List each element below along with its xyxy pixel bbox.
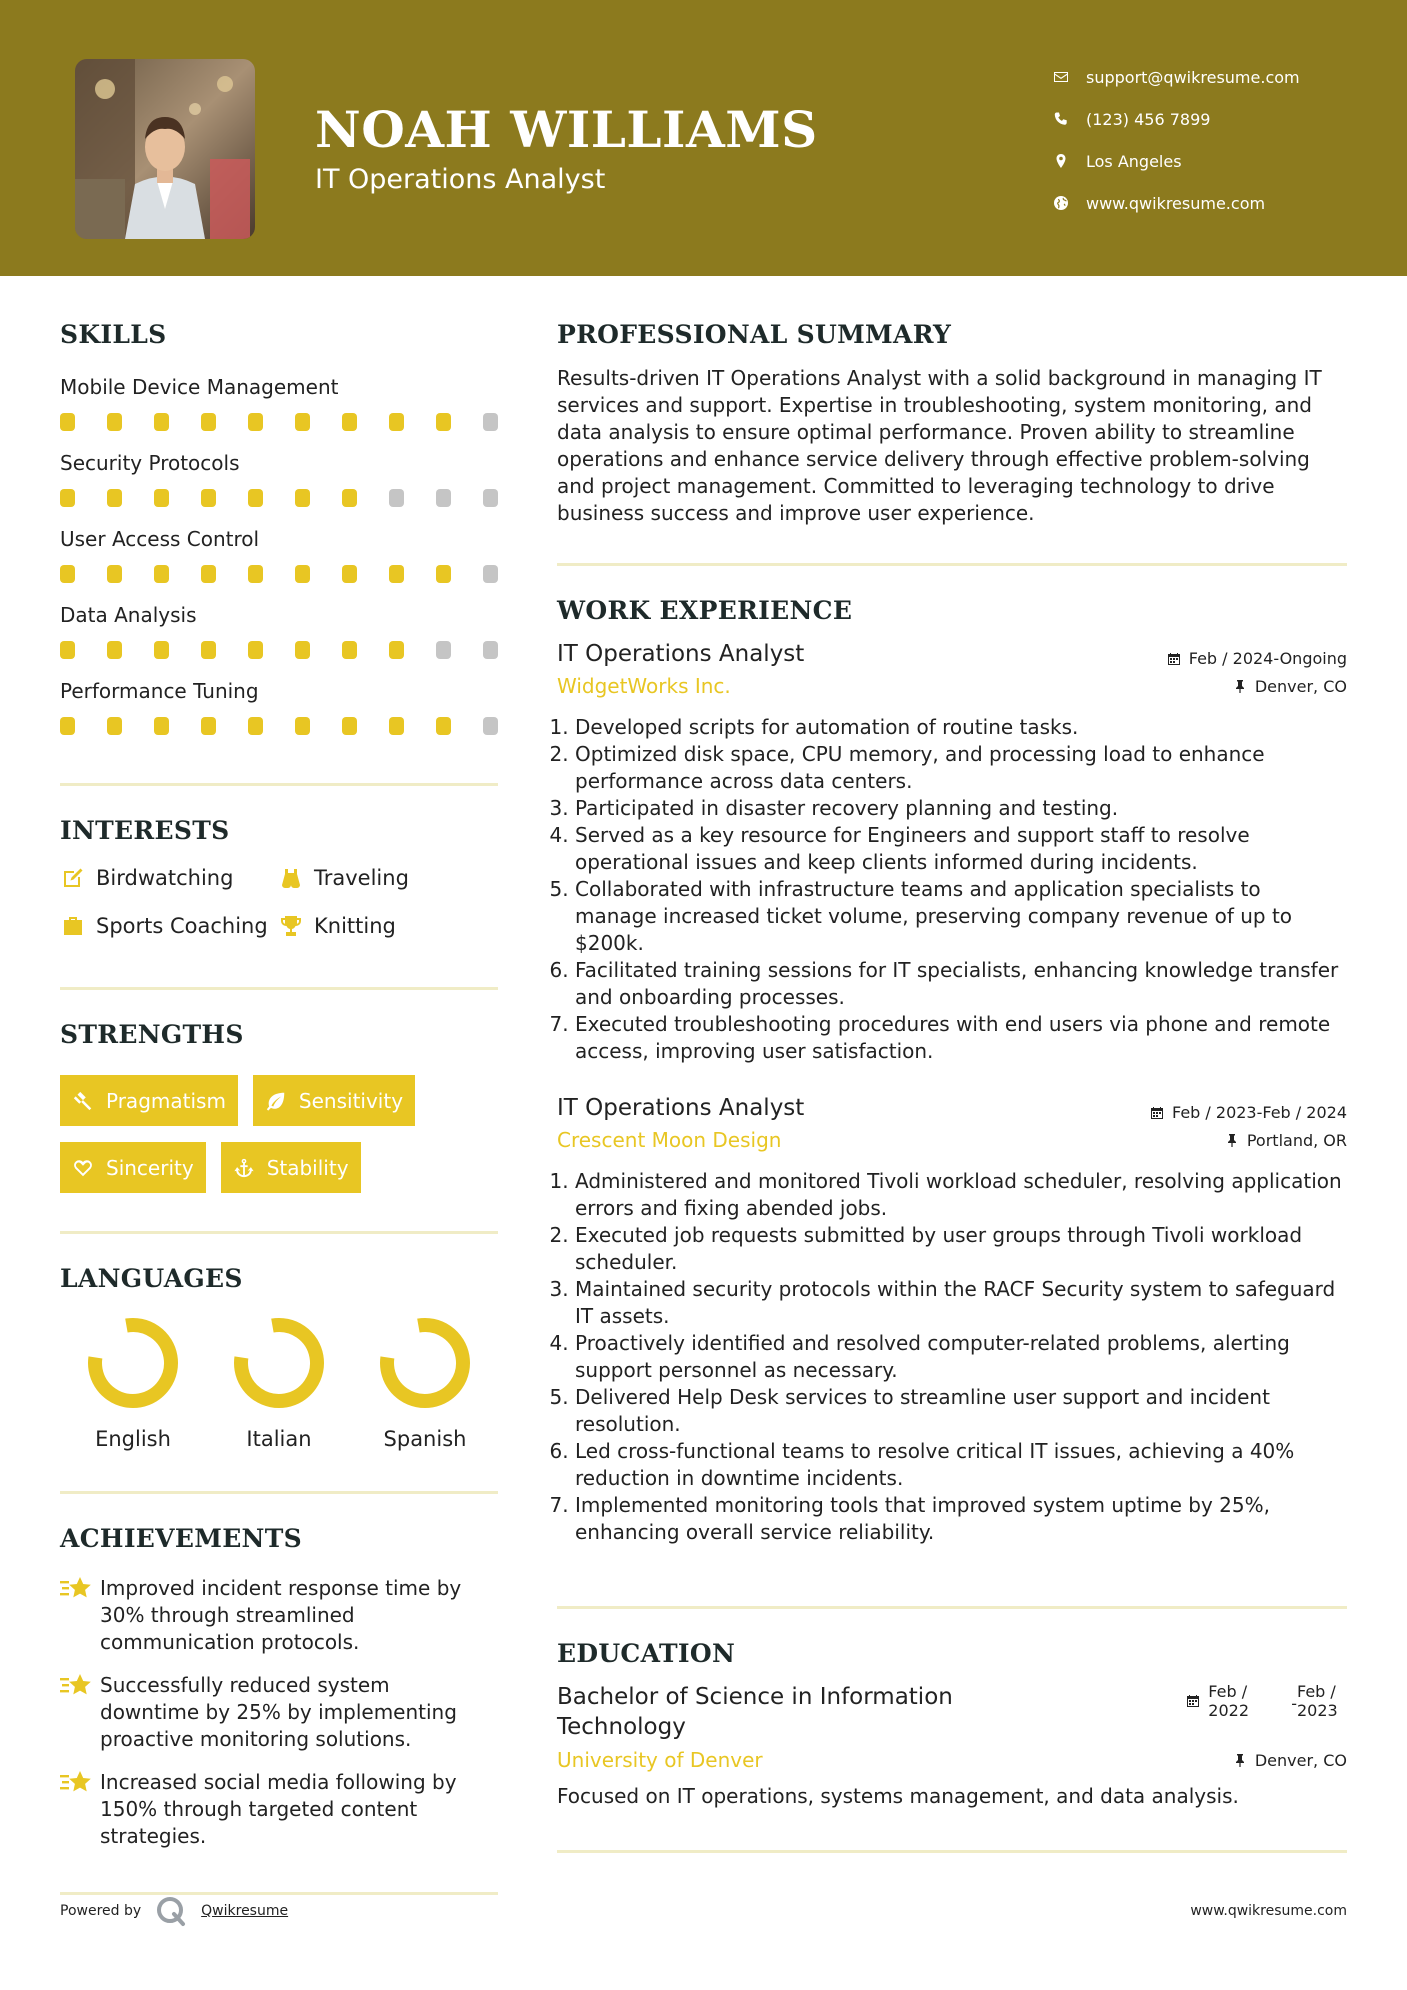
- achievement-text: Successfully reduced system downtime by 25% by implementing proactive monitoring solutions.: [100, 1673, 457, 1751]
- skill-dot-empty: [436, 489, 451, 507]
- skill-dot-filled: [248, 717, 263, 735]
- skill-dot-filled: [295, 641, 310, 659]
- languages-section: [60, 1264, 498, 1451]
- skill-dot-filled: [248, 413, 263, 431]
- candidate-title: IT Operations Analyst: [315, 164, 606, 195]
- skill-dot-filled: [295, 413, 310, 431]
- language-item: [206, 1315, 352, 1451]
- skill-dot-filled: [436, 565, 451, 583]
- skill-name: User Access Control: [60, 527, 260, 551]
- education-description: Focused on IT operations, systems management, and data analysis.: [557, 1784, 1239, 1808]
- skill-dot-filled: [107, 489, 122, 507]
- skill-dot-empty: [483, 489, 498, 507]
- section-divider: [60, 783, 498, 786]
- duty-item: 1. Developed scripts for automation of routine tasks.: [575, 714, 1347, 741]
- skill-dot-filled: [60, 641, 75, 659]
- qwikresume-logo-icon: [155, 1895, 187, 1927]
- duty-item: 2. Executed job requests submitted by user groups through Tivoli workload scheduler.: [575, 1222, 1347, 1276]
- skill-dot-filled: [107, 717, 122, 735]
- skill-rating: [60, 489, 498, 507]
- interest-label: Sports Coaching: [96, 914, 268, 938]
- globe-icon: [1050, 192, 1072, 214]
- skill-rating: [60, 717, 498, 735]
- language-item: [60, 1315, 206, 1451]
- skill-dot-filled: [201, 717, 216, 735]
- strength-chip: [60, 1142, 206, 1193]
- skill-dot-filled: [107, 565, 122, 583]
- strength-chip: [60, 1075, 238, 1126]
- profile-photo: [75, 59, 255, 239]
- calendar-icon: [1167, 652, 1181, 666]
- calendar-icon: [1150, 1106, 1164, 1120]
- skill-name: Security Protocols: [60, 451, 240, 475]
- skill-rating: [60, 641, 498, 659]
- left-column: [60, 320, 498, 1895]
- section-divider: [60, 1491, 498, 1494]
- job-location-text: Portland, OR: [1246, 1130, 1347, 1150]
- skill-rating: [60, 565, 498, 583]
- section-divider: [557, 1606, 1347, 1609]
- interest-item: [278, 913, 498, 939]
- calendar-icon: [1186, 1694, 1200, 1708]
- job-title: IT Operations Analyst: [557, 1095, 805, 1121]
- skill-dot-filled: [154, 565, 169, 583]
- skill-dot-empty: [389, 489, 404, 507]
- shooting-star-icon: [60, 1575, 100, 1656]
- summary-text: Results-driven IT Operations Analyst with a solid background in managing IT services and support. Expertise in troubleshooting, system monitoring, and data analysis to ensure optimal performance. Proven ability to streamline operations and enhance service delivery through effective problem-solving and project management. Committed to leveraging technology to drive business success and improve user experience.: [557, 366, 1322, 525]
- skill-dot-filled: [154, 717, 169, 735]
- duty-item: 3. Participated in disaster recovery planning and testing.: [575, 795, 1347, 822]
- duty-item: 7. Executed troubleshooting procedures with end users via phone and remote access, improving user satisfaction.: [575, 1011, 1347, 1065]
- interest-label: Traveling: [314, 866, 409, 890]
- skill-dot-filled: [154, 641, 169, 659]
- degree-title: Bachelor of Science in Information Technology: [557, 1684, 953, 1740]
- section-divider: [557, 1850, 1347, 1853]
- skill-dot-filled: [436, 717, 451, 735]
- company-name: WidgetWorks Inc.: [557, 674, 731, 698]
- interests-section: [60, 816, 498, 939]
- skill-dot-filled: [295, 565, 310, 583]
- language-name: English: [95, 1427, 171, 1451]
- contact-list: [1050, 56, 1300, 224]
- skill-dot-filled: [248, 489, 263, 507]
- footer-website[interactable]: www.qwikresume.com: [1190, 1903, 1347, 1919]
- date-separator: -: [1291, 1694, 1297, 1713]
- strengths-title: STRENGTHS: [60, 1020, 244, 1049]
- achievements-section: [60, 1524, 498, 1850]
- education-dates: [1186, 1682, 1347, 1720]
- location-pin-icon: [1050, 150, 1072, 172]
- skill-dot-empty: [483, 565, 498, 583]
- skills-title: SKILLS: [60, 320, 167, 349]
- skill-dot-filled: [107, 641, 122, 659]
- skill-name: Data Analysis: [60, 603, 197, 627]
- header: [0, 0, 1407, 276]
- duty-item: 4. Served as a key resource for Engineers and support staff to resolve operational issues and keep clients informed during incidents.: [575, 822, 1347, 876]
- contact-email[interactable]: [1050, 56, 1300, 98]
- skill-dot-filled: [389, 717, 404, 735]
- job-dates: [1167, 649, 1347, 668]
- binoculars-icon: [278, 865, 304, 891]
- skill-dot-filled: [201, 641, 216, 659]
- pushpin-icon: [1233, 1753, 1247, 1767]
- skill-dot-empty: [483, 717, 498, 735]
- brand-link[interactable]: Qwikresume: [201, 1903, 289, 1919]
- section-divider: [60, 987, 498, 990]
- right-column: [557, 320, 1347, 1853]
- duty-item: 3. Maintained security protocols within the RACF Security system to safeguard IT assets.: [575, 1276, 1347, 1330]
- summary-section: [557, 320, 1347, 527]
- mail-icon: [1050, 66, 1072, 88]
- job-location-text: Denver, CO: [1254, 676, 1347, 696]
- strength-label: Stability: [266, 1155, 349, 1180]
- experience-title: WORK EXPERIENCE: [557, 596, 853, 625]
- skill-dot-filled: [389, 413, 404, 431]
- duties-list: [557, 1168, 1347, 1546]
- duties-list: [557, 714, 1347, 1065]
- skill-rating: [60, 413, 498, 431]
- achievement-text: Increased social media following by 150% through targeted content strategies.: [100, 1770, 457, 1848]
- powered-by: [60, 1895, 288, 1927]
- summary-title: PROFESSIONAL SUMMARY: [557, 320, 952, 349]
- skill-dot-filled: [389, 565, 404, 583]
- contact-location-text: Los Angeles: [1086, 151, 1182, 171]
- education-title: EDUCATION: [557, 1639, 736, 1668]
- skill-name: Performance Tuning: [60, 679, 259, 703]
- language-gauge: [231, 1315, 327, 1411]
- contact-website-text: www.qwikresume.com: [1086, 193, 1266, 213]
- skills-section: [60, 320, 498, 735]
- strength-chip: [253, 1075, 415, 1126]
- skill-dot-filled: [201, 489, 216, 507]
- contact-phone-text: (123) 456 7899: [1086, 109, 1211, 129]
- candidate-name: NOAH WILLIAMS: [315, 100, 818, 159]
- school-name: University of Denver: [557, 1748, 763, 1772]
- section-divider: [557, 563, 1347, 566]
- job-entry: [557, 1095, 1347, 1546]
- contact-phone[interactable]: [1050, 98, 1300, 140]
- skill-dot-filled: [295, 717, 310, 735]
- heart-icon: [72, 1157, 94, 1179]
- duty-item: 7. Implemented monitoring tools that improved system uptime by 25%, enhancing overall service reliability.: [575, 1492, 1347, 1546]
- edu-end-year: 2023: [1297, 1701, 1338, 1720]
- duty-item: 5. Delivered Help Desk services to streamline user support and incident resolution.: [575, 1384, 1347, 1438]
- education-location-text: Denver, CO: [1254, 1750, 1347, 1770]
- job-location: [1233, 677, 1347, 696]
- job-dates-text: Feb / 2024-Ongoing: [1188, 649, 1347, 668]
- pushpin-icon: [1233, 679, 1247, 693]
- strengths-section: [60, 1020, 498, 1193]
- duty-item: 4. Proactively identified and resolved computer-related problems, alerting support personnel as necessary.: [575, 1330, 1347, 1384]
- phone-icon: [1050, 108, 1072, 130]
- contact-email-text: support@qwikresume.com: [1086, 67, 1300, 87]
- job-entry: [557, 641, 1347, 1065]
- experience-section: [557, 596, 1347, 1546]
- achievements-title: ACHIEVEMENTS: [60, 1524, 302, 1553]
- language-gauge: [377, 1315, 473, 1411]
- skill-dot-filled: [295, 489, 310, 507]
- skill-dot-filled: [342, 717, 357, 735]
- job-location: [1225, 1131, 1347, 1150]
- duty-item: 1. Administered and monitored Tivoli workload scheduler, resolving application errors and fixing abended jobs.: [575, 1168, 1347, 1222]
- interest-item: [278, 865, 498, 891]
- interest-label: Birdwatching: [96, 866, 234, 890]
- strength-label: Sensitivity: [298, 1088, 404, 1113]
- education-location: [1233, 1751, 1347, 1770]
- powered-by-text: Powered by: [60, 1903, 142, 1919]
- section-divider: [60, 1231, 498, 1234]
- skill-dot-filled: [389, 641, 404, 659]
- duty-item: 6. Led cross-functional teams to resolve critical IT issues, achieving a 40% reduction in downtime incidents.: [575, 1438, 1347, 1492]
- duty-item: 2. Optimized disk space, CPU memory, and processing load to enhance performance across data centers.: [575, 741, 1347, 795]
- languages-title: LANGUAGES: [60, 1264, 243, 1293]
- skill-dot-empty: [436, 641, 451, 659]
- skill-dot-filled: [342, 641, 357, 659]
- skill-dot-filled: [60, 565, 75, 583]
- skill-dot-filled: [342, 565, 357, 583]
- job-dates-text: Feb / 2023-Feb / 2024: [1172, 1103, 1347, 1122]
- interest-item: [60, 913, 278, 939]
- skill-dot-filled: [342, 489, 357, 507]
- edu-start-year: 2022: [1208, 1701, 1249, 1720]
- language-name: Italian: [246, 1427, 312, 1451]
- gavel-icon: [72, 1090, 94, 1112]
- skill-dot-filled: [248, 565, 263, 583]
- duty-item: 6. Facilitated training sessions for IT specialists, enhancing knowledge transfer and onboarding processes.: [575, 957, 1347, 1011]
- briefcase-icon: [60, 913, 86, 939]
- contact-website[interactable]: [1050, 182, 1300, 224]
- pencil-square-icon: [60, 865, 86, 891]
- edu-start-month: Feb /: [1208, 1682, 1248, 1701]
- strength-label: Sincerity: [106, 1155, 194, 1180]
- skill-dot-filled: [201, 413, 216, 431]
- skill-name: Mobile Device Management: [60, 375, 339, 399]
- contact-location: [1050, 140, 1300, 182]
- achievement-item: [60, 1672, 498, 1753]
- leaf-icon: [265, 1090, 287, 1112]
- education-section: [557, 1639, 1347, 1808]
- footer: [60, 1895, 1347, 1927]
- language-name: Spanish: [383, 1427, 467, 1451]
- interests-title: INTERESTS: [60, 816, 230, 845]
- duty-item: 5. Collaborated with infrastructure teams and application specialists to manage increased ticket volume, preserving company revenue of up to $200k.: [575, 876, 1347, 957]
- pushpin-icon: [1225, 1133, 1239, 1147]
- edu-end-month: Feb /: [1297, 1682, 1336, 1701]
- shooting-star-icon: [60, 1769, 100, 1850]
- skill-dot-filled: [60, 489, 75, 507]
- strength-chip: [221, 1142, 361, 1193]
- skill-dot-empty: [483, 413, 498, 431]
- language-gauge: [85, 1315, 181, 1411]
- skill-dot-filled: [201, 565, 216, 583]
- skill-dot-filled: [60, 413, 75, 431]
- skill-dot-filled: [248, 641, 263, 659]
- job-title: IT Operations Analyst: [557, 641, 805, 667]
- language-item: [352, 1315, 498, 1451]
- skill-dot-filled: [60, 717, 75, 735]
- skill-dot-empty: [483, 641, 498, 659]
- interest-item: [60, 865, 278, 891]
- skill-dot-filled: [154, 489, 169, 507]
- interest-label: Knitting: [314, 914, 396, 938]
- skill-dot-filled: [107, 413, 122, 431]
- skill-dot-filled: [342, 413, 357, 431]
- trophy-icon: [278, 913, 304, 939]
- company-name: Crescent Moon Design: [557, 1128, 782, 1152]
- achievement-text: Improved incident response time by 30% through streamlined communication protocols.: [100, 1576, 462, 1654]
- achievement-item: [60, 1575, 498, 1656]
- strength-label: Pragmatism: [106, 1088, 226, 1113]
- job-dates: [1150, 1103, 1347, 1122]
- skill-dot-filled: [154, 413, 169, 431]
- shooting-star-icon: [60, 1672, 100, 1753]
- achievement-item: [60, 1769, 498, 1850]
- skill-dot-filled: [436, 413, 451, 431]
- anchor-icon: [233, 1157, 255, 1179]
